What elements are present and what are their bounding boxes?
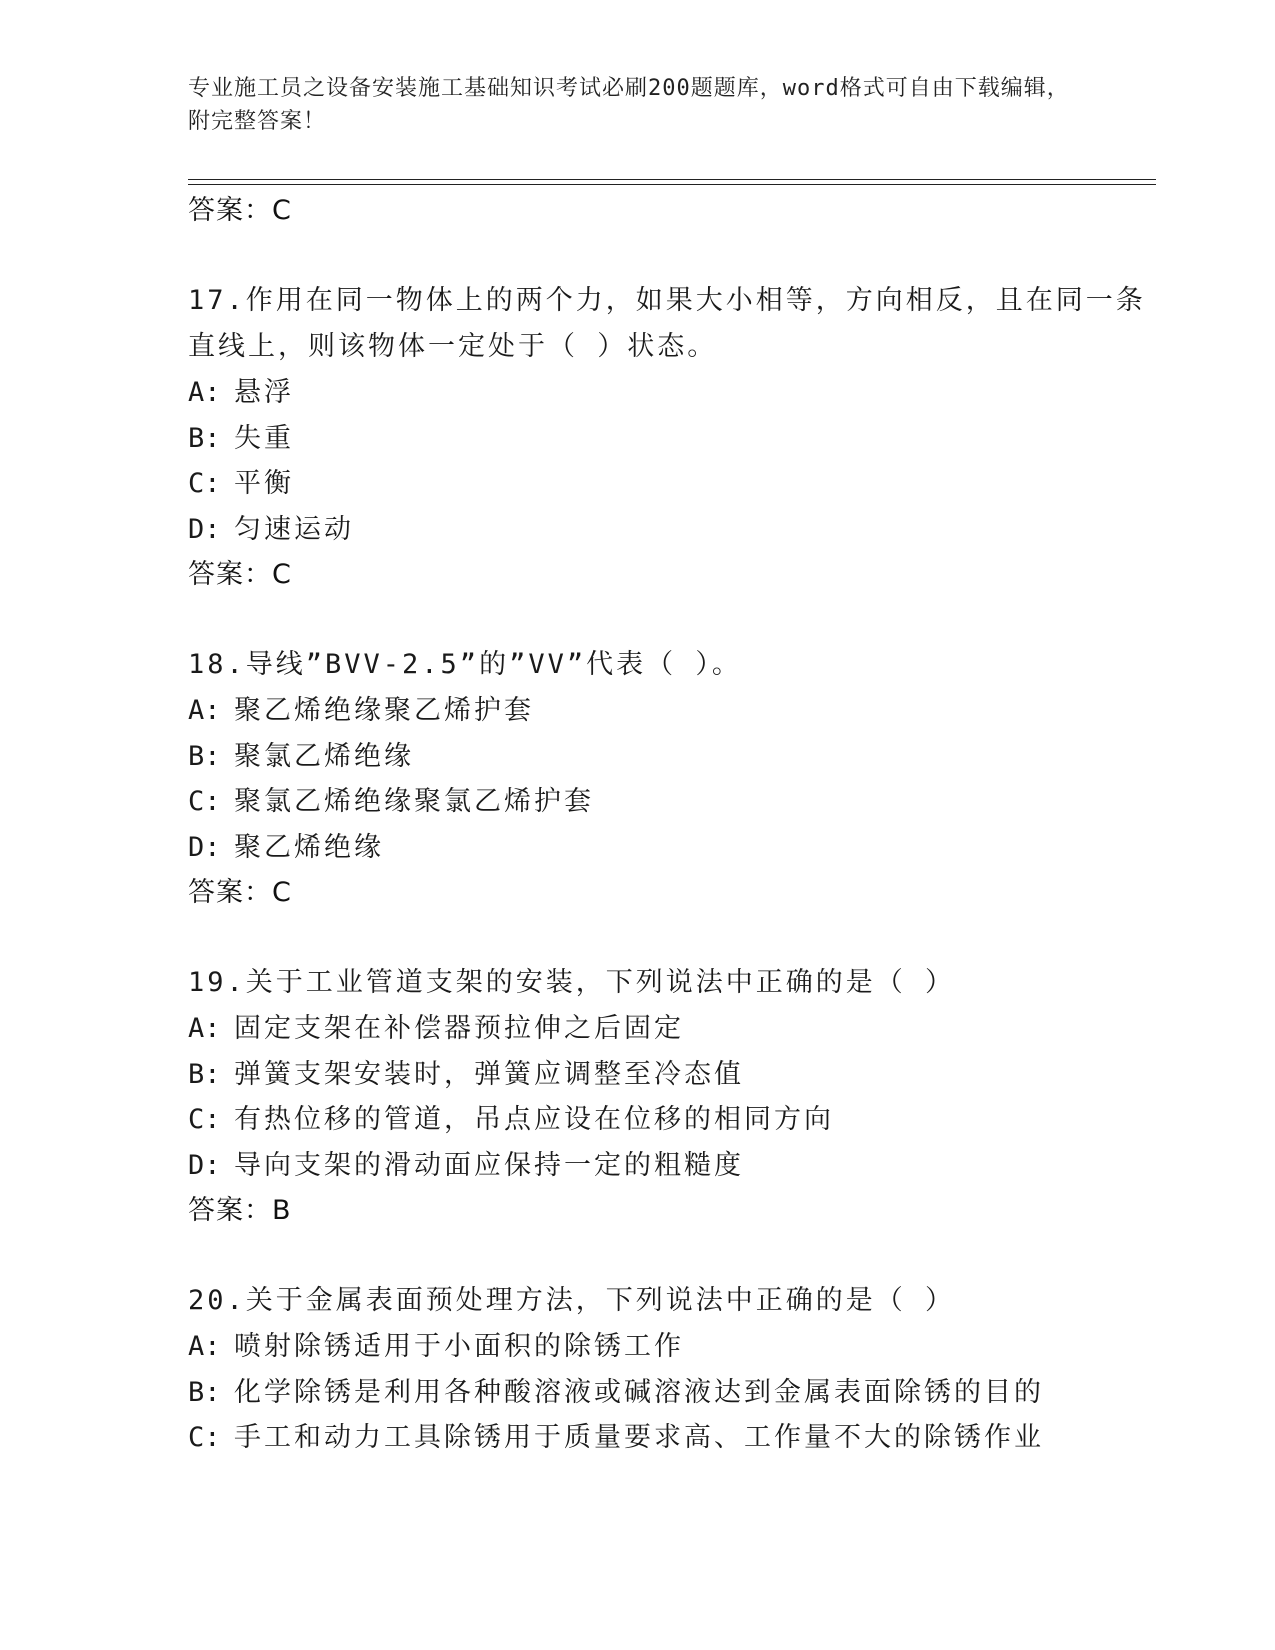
- answer-label: 答案：: [188, 1195, 272, 1226]
- option-text: 失重: [234, 422, 294, 454]
- header-rule-top: [188, 179, 1156, 180]
- option-letter: C:: [188, 1104, 221, 1135]
- question-20: [188, 1278, 1148, 1461]
- option-b: [188, 1052, 1148, 1098]
- answer-line: [188, 1188, 1148, 1234]
- option-letter: B:: [188, 422, 221, 454]
- answer-label: 答案：: [188, 195, 272, 226]
- option-text: 聚氯乙烯绝缘: [234, 740, 414, 772]
- option-b: [188, 416, 1148, 462]
- answer-line: [188, 552, 1148, 598]
- option-letter: D:: [188, 831, 221, 863]
- option-text: 聚乙烯绝缘: [234, 831, 384, 863]
- header-rule-bottom: [188, 184, 1156, 185]
- option-text: 弹簧支架安装时，弹簧应调整至冷态值: [234, 1058, 744, 1090]
- option-b: [188, 1370, 1148, 1416]
- option-letter: D:: [188, 1149, 221, 1181]
- option-c: [188, 779, 1148, 825]
- question-19: [188, 960, 1148, 1234]
- answer-line: [188, 188, 1148, 234]
- option-b: [188, 734, 1148, 780]
- answer-label: 答案：: [188, 559, 272, 590]
- option-letter: A:: [188, 1331, 221, 1362]
- option-a: [188, 688, 1148, 734]
- option-c: [188, 461, 1148, 507]
- option-text: 聚乙烯绝缘聚乙烯护套: [234, 695, 534, 726]
- option-letter: B:: [188, 1058, 221, 1090]
- answer-value: B: [272, 1195, 291, 1226]
- option-d: [188, 507, 1148, 553]
- option-letter: A:: [188, 695, 221, 726]
- answer-label: 答案：: [188, 877, 272, 908]
- option-text: 化学除锈是利用各种酸溶液或碱溶液达到金属表面除锈的目的: [234, 1376, 1044, 1408]
- option-letter: B:: [188, 1376, 221, 1408]
- answer-line: [188, 870, 1148, 916]
- question-17: [188, 278, 1148, 598]
- option-a: [188, 1006, 1148, 1052]
- option-a: [188, 1324, 1148, 1370]
- question-stem: 18.导线”BVV-2.5”的”VV”代表（ ）。: [188, 649, 742, 680]
- option-a: [188, 370, 1148, 416]
- option-text: 手工和动力工具除锈用于质量要求高、工作量不大的除锈作业: [234, 1422, 1044, 1453]
- option-letter: C:: [188, 786, 221, 817]
- option-letter: C:: [188, 468, 221, 499]
- option-d: [188, 1143, 1148, 1189]
- answer-value: C: [272, 195, 291, 226]
- option-letter: A:: [188, 1013, 221, 1044]
- question-list: [188, 188, 1148, 1461]
- option-text: 匀速运动: [234, 513, 354, 545]
- option-text: 有热位移的管道，吊点应设在位移的相同方向: [234, 1104, 834, 1135]
- option-letter: C:: [188, 1422, 221, 1453]
- option-c: [188, 1097, 1148, 1143]
- option-text: 平衡: [234, 468, 294, 499]
- answer-value: C: [272, 559, 291, 590]
- option-d: [188, 825, 1148, 871]
- option-letter: B:: [188, 740, 221, 772]
- question-stem: 19.关于工业管道支架的安装，下列说法中正确的是（ ）: [188, 967, 956, 998]
- option-letter: D:: [188, 513, 221, 545]
- option-c: [188, 1415, 1148, 1461]
- document-header: [188, 72, 1088, 138]
- header-title: 专业施工员之设备安装施工基础知识考试必刷200题题库，word格式可自由下载编辑，附完整答案！: [188, 76, 1070, 134]
- option-letter: A:: [188, 377, 221, 408]
- option-text: 悬浮: [234, 377, 294, 408]
- option-text: 导向支架的滑动面应保持一定的粗糙度: [234, 1149, 744, 1181]
- question-stem: 17.作用在同一物体上的两个力，如果大小相等，方向相反，且在同一条直线上，则该物体一定处于（ ）状态。: [188, 285, 1146, 362]
- option-text: 聚氯乙烯绝缘聚氯乙烯护套: [234, 786, 594, 817]
- answer-value: C: [272, 877, 291, 908]
- option-text: 固定支架在补偿器预拉伸之后固定: [234, 1013, 684, 1044]
- question-stem: 20.关于金属表面预处理方法，下列说法中正确的是（ ）: [188, 1285, 956, 1316]
- option-text: 喷射除锈适用于小面积的除锈工作: [234, 1331, 684, 1362]
- question-18: [188, 642, 1148, 916]
